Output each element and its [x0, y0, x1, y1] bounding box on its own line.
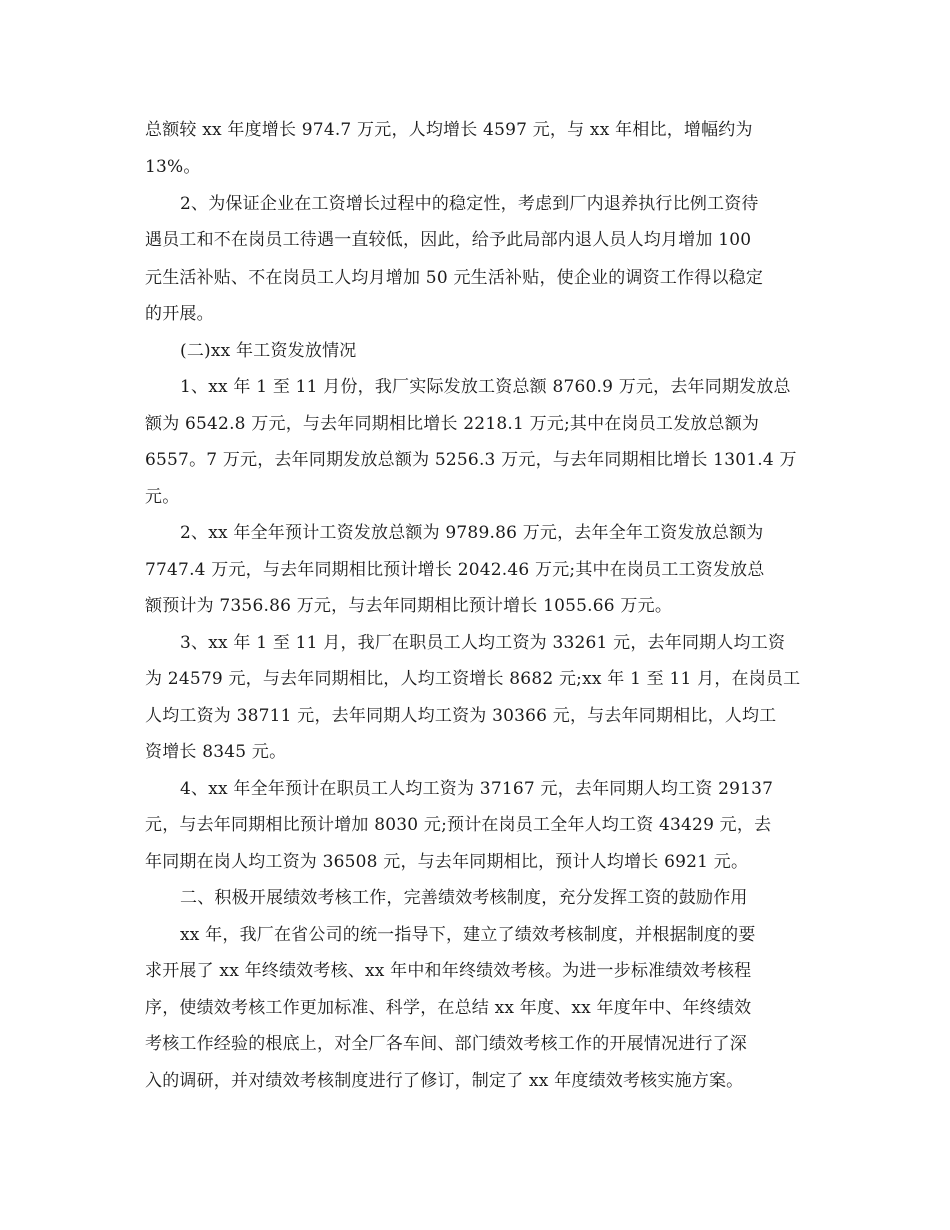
text-line: 总额较 xx 年度增长 974.7 万元，人均增长 4597 元，与 xx 年相比，增幅约为: [145, 120, 753, 140]
text-line: 考核工作经验的根底上，对全厂各车间、部门绩效考核工作的开展情况进行了深: [145, 1034, 747, 1054]
text-line: 资增长 8345 元。: [145, 742, 287, 762]
paragraph-start-line: xx 年，我厂在省公司的统一指导下，建立了绩效考核制度，并根据制度的要: [180, 925, 756, 945]
text-line: 年同期在岗人均工资为 36508 元，与去年同期相比，预计人均增长 6921 元。: [145, 852, 749, 872]
text-line: 额预计为 7356.86 万元，与去年同期相比预计增长 1055.66 万元。: [145, 596, 673, 616]
paragraph-start-line: 4、xx 年全年预计在职员工人均工资为 37167 元，去年同期人均工资 29137: [180, 779, 774, 799]
paragraph-start-line: 3、xx 年 1 至 11 月，我厂在职员工人均工资为 33261 元，去年同期人均工资: [180, 633, 786, 653]
section-heading: (二)xx 年工资发放情况: [180, 341, 357, 361]
text-line: 的开展。: [145, 304, 214, 324]
text-line: 序，使绩效考核工作更加标准、科学，在总结 xx 年度、xx 年度年中、年终绩效: [145, 998, 752, 1018]
text-line: 入的调研，并对绩效考核制度进行了修订，制定了 xx 年度绩效考核实施方案。: [145, 1071, 744, 1091]
section-heading: 二、积极开展绩效考核工作，完善绩效考核制度，充分发挥工资的鼓励作用: [180, 888, 748, 908]
paragraph-start-line: 2、为保证企业在工资增长过程中的稳定性，考虑到厂内退养执行比例工资待: [180, 194, 759, 214]
paragraph-start-line: 2、xx 年全年预计工资发放总额为 9789.86 万元，去年全年工资发放总额为: [180, 523, 764, 543]
text-line: 元，与去年同期相比预计增加 8030 元;预计在岗员工全年人均工资 43429 元，去: [145, 815, 772, 835]
text-line: 元生活补贴、不在岗员工人均月增加 50 元生活补贴，使企业的调资工作得以稳定: [145, 268, 764, 288]
text-line: 遇员工和不在岗员工待遇一直较低，因此，给予此局部内退人员人均月增加 100: [145, 230, 752, 250]
text-line: 元。: [145, 487, 180, 507]
text-line: 求开展了 xx 年终绩效考核、xx 年中和年终绩效考核。为进一步标准绩效考核程: [145, 961, 752, 981]
paragraph-start-line: 1、xx 年 1 至 11 月份，我厂实际发放工资总额 8760.9 万元，去年同期发放总: [180, 377, 791, 397]
text-line: 人均工资为 38711 元，去年同期人均工资为 30366 元，与去年同期相比，人均工: [145, 706, 777, 726]
text-line: 6557。7 万元，去年同期发放总额为 5256.3 万元，与去年同期相比增长 1301.4 万: [145, 450, 797, 470]
text-line: 7747.4 万元，与去年同期相比预计增长 2042.46 万元;其中在岗员工工资发放总: [145, 560, 765, 580]
text-line: 13%。: [145, 157, 201, 177]
text-line: 为 24579 元，与去年同期相比，人均工资增长 8682 元;xx 年 1 至 11 月，在岗员工: [145, 669, 801, 689]
text-line: 额为 6542.8 万元，与去年同期相比增长 2218.1 万元;其中在岗员工发放总额为: [145, 414, 760, 434]
